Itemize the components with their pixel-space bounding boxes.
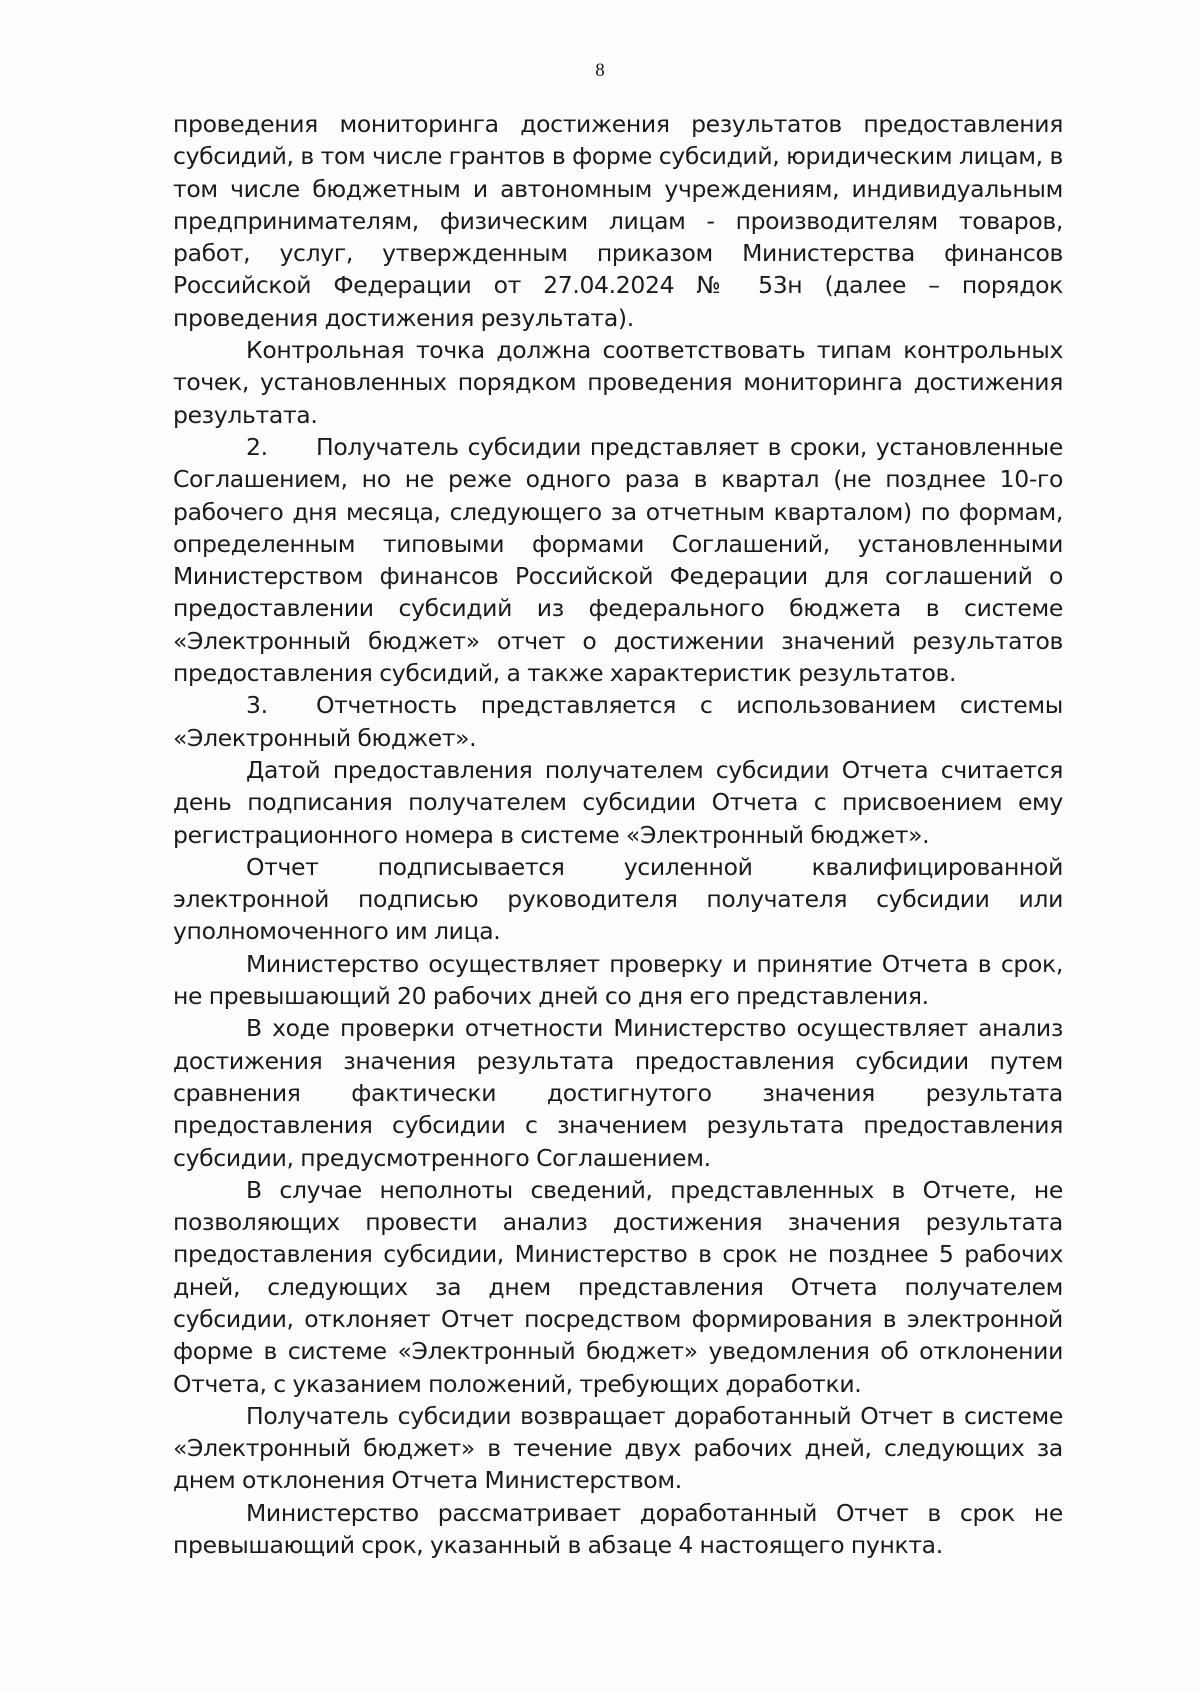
paragraph-text: Министерство осуществляет проверку и принятие Отчета в срок, не превышающий 20 рабочих дней со дня его представления.	[173, 949, 1063, 1011]
paragraph-text: Получатель субсидии представляет в сроки, установленные Соглашением, но не реже одного раза в квартал (не позднее 10-го рабочего дня месяца, следующего за отчетным кварталом) по формам, определенным типовыми формами Соглашений, установленными Министерством финансов Российской Федерации для соглашений о предоставлении субсидий из федерального бюджета в системе «Электронный бюджет» отчет о достижении значений результатов предоставления субсидий, а также характеристик результатов.	[173, 432, 1063, 688]
paragraph	[173, 851, 1063, 948]
page-number: 8	[595, 60, 605, 81]
paragraph-text: Министерство рассматривает доработанный Отчет в срок не превышающий срок, указанный в абзаце 4 настоящего пункта.	[173, 1498, 1063, 1560]
paragraph	[173, 948, 1063, 1013]
paragraph	[173, 689, 1063, 754]
paragraph-text: Датой предоставления получателем субсидии Отчета считается день подписания получателем субсидии Отчета с присвоением ему регистрационного номера в системе «Электронный бюджет».	[173, 755, 1063, 849]
paragraph	[173, 431, 1063, 689]
paragraph-text: Контрольная точка должна соответствовать типам контрольных точек, установленных порядком проведения мониторинга достижения результата.	[173, 336, 1063, 429]
paragraph	[173, 108, 1063, 334]
paragraph-text: В случае неполноты сведений, представленных в Отчете, не позволяющих провести анализ достижения значения результата предоставления субсидии, Министерство в срок не позднее 5 рабочих дней, следующих за днем представления Отчета получателем субсидии, отклоняет Отчет посредством формирования в электронной форме в системе «Электронный бюджет» уведомления об отклонении Отчета, с указанием положений, требующих доработки.	[173, 1175, 1063, 1398]
paragraph-number: 2.	[246, 432, 268, 461]
document-body	[173, 108, 1063, 1561]
paragraph	[173, 334, 1063, 431]
paragraph-text: Отчет подписывается усиленной квалифицированной электронной подписью руководителя получателя субсидии или уполномоченного им лица.	[173, 852, 1063, 946]
paragraph-text: Отчетность представляется с использованием системы «Электронный бюджет».	[173, 691, 1063, 752]
paragraph-text: Получатель субсидии возвращает доработанный Отчет в системе «Электронный бюджет» в течение двух рабочих дней, следующих за днем отклонения Отчета Министерством.	[173, 1401, 1063, 1495]
paragraph-text: В ходе проверки отчетности Министерство осуществляет анализ достижения значения результата предоставления субсидии путем сравнения фактически достигнутого значения результата предоставления субсидии с значением результата предоставления субсидии, предусмотренного Соглашением.	[173, 1014, 1063, 1172]
paragraph	[173, 1497, 1063, 1562]
paragraph	[173, 1400, 1063, 1497]
paragraph	[173, 754, 1063, 851]
paragraph-text: проведения мониторинга достижения результатов предоставления субсидий, в том числе грантов в форме субсидий, юридическим лицам, в том числе бюджетным и автономным учреждениям, индивидуальным предпринимателям, физическим лицам - производителям товаров, работ, услуг, утвержденным приказом Министерства финансов Российской Федерации от 27.04.2024 № 53н (далее – порядок проведения достижения результата).	[173, 110, 1063, 332]
paragraph	[173, 1012, 1063, 1173]
paragraph-number: 3.	[246, 691, 268, 720]
paragraph	[173, 1174, 1063, 1400]
